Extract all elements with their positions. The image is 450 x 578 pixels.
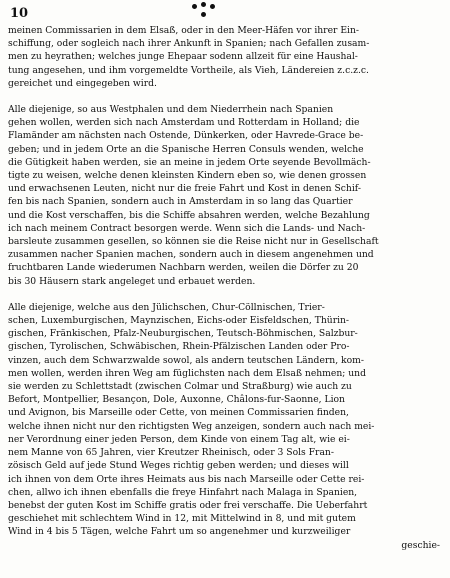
page-number: 10 <box>10 6 29 21</box>
text-line: bis 30 Häusern stark angeleget und erbauet werden. <box>8 275 256 287</box>
text-line: geben; und in jedem Orte an die Spanische Herren Consuls wenden, welche <box>8 143 364 155</box>
body-text <box>8 24 440 552</box>
text-line: ich ihnen von dem Orte ihres Heimats aus bis nach Marseille oder Cette rei- <box>8 473 365 485</box>
text-line: welche ihnen nicht nur den richtigsten Weg anzeigen, sondern auch nach mei- <box>8 420 375 432</box>
text-line: die Gütigkeit haben werden, sie an meine in jedem Orte seyende Bevollmäch- <box>8 156 371 168</box>
text-line: Flamänder am nächsten nach Ostende, Dünkerken, oder Havrede-Grace be- <box>8 130 364 142</box>
text-line: ner Verordnung einer jeden Person, dem Kinde von einem Tag alt, wie ei- <box>8 433 350 445</box>
text-line: Befort, Montpellier, Besançon, Dole, Auxonne, Châlons-fur-Saonne, Lion <box>8 394 345 406</box>
text-line: geschie- <box>401 539 440 551</box>
text-line: schiffung, oder sogleich nach ihrer Ankunft in Spanien; nach Gefallen zusam- <box>8 38 370 50</box>
text-line: schen, Luxemburgischen, Maynzischen, Eichs-oder Eisfeldschen, Thürin- <box>8 315 350 327</box>
text-line: tigte zu weisen, welche denen kleinsten Kindern eben so, wie denen grossen <box>8 170 367 182</box>
text-line: men zu heyrathen; welches junge Ehepaar sodenn allzeit für eine Haushal- <box>8 51 358 63</box>
text-line: vinzen, auch dem Schwarzwalde sowol, als andern teutschen Ländern, kom- <box>8 354 364 366</box>
text-line: und erwachsenen Leuten, nicht nur die freie Fahrt und Kost in denen Schif- <box>8 183 361 195</box>
text-line: gehen wollen, werden sich nach Amsterdam und Rotterdam in Holland; die <box>8 117 360 129</box>
text-line: fen bis nach Spanien, sondern auch in Amsterdam in so lang das Quartier <box>8 196 353 208</box>
paragraph-3 <box>8 301 440 552</box>
text-line: men wollen, werden ihren Weg am füglichsten nach dem Elsaß nehmen; und <box>8 367 366 379</box>
text-line: tung angesehen, und ihm vorgemeldte Vortheile, als Vieh, Ländereien z.c.z.c. <box>8 64 369 76</box>
text-line: Alle diejenige, welche aus den Jülichschen, Chur-Cöllnischen, Trier- <box>8 301 325 313</box>
text-line: Wind in 4 bis 5 Tägen, welche Fahrt um so angenehmer und kurzweiliger <box>8 526 351 538</box>
text-line: gischen, Tyrolischen, Schwäbischen, Rhein-Pfälzischen Landen oder Pro- <box>8 341 350 353</box>
paragraph-1 <box>8 24 440 90</box>
text-line: gereichet und eingegeben wird. <box>8 77 157 89</box>
text-line: und die Kost verschaffen, bis die Schiffe absahren werden, welche Bezahlung <box>8 209 370 221</box>
text-line: zusammen nacher Spanien machen, sondern auch in diesem angenehmen und <box>8 249 374 261</box>
text-line: barsleute zusammen gesellen, so können sie die Reise nicht nur in Gesellschaft <box>8 236 379 248</box>
text-line: benebst der guten Kost im Schiffe gratis oder frei verschaffe. Die Ueberfahrt <box>8 499 368 511</box>
text-line: geschiehet mit schlechtem Wind in 12, mit Mittelwind in 8, und mit gutem <box>8 513 356 525</box>
ornament-dots-icon <box>192 2 216 20</box>
text-line: gischen, Fränkischen, Pfalz-Neuburgischen, Teutsch-Böhmischen, Salzbur- <box>8 328 358 340</box>
text-line: fruchtbaren Lande wiederumen Nachbarn werden, weilen die Dörfer zu 20 <box>8 262 359 274</box>
text-line: meinen Commissarien in dem Elsaß, oder in den Meer-Häfen vor ihrer Ein- <box>8 25 359 36</box>
text-line: nem Manne von 65 Jahren, vier Kreutzer Rheinisch, oder 3 Sols Fran- <box>8 447 334 459</box>
paragraph-2 <box>8 103 440 288</box>
text-line: sie werden zu Schlettstadt (zwischen Colmar und Straßburg) wie auch zu <box>8 381 352 393</box>
text-line: ich nach meinem Contract besorgen werde. Wenn sich die Lands- und Nach- <box>8 222 366 234</box>
text-line: und Avignon, bis Marseille oder Cette, von meinen Commissarien finden, <box>8 407 349 419</box>
text-line: Alle diejenige, so aus Westphalen und dem Niederrhein nach Spanien <box>8 104 334 116</box>
text-line: zösisch Geld auf jede Stund Weges richtig geben werden; und dieses will <box>8 460 349 472</box>
text-line: chen, allwo ich ihnen ebenfalls die freye Hinfahrt nach Malaga in Spanien, <box>8 486 358 498</box>
